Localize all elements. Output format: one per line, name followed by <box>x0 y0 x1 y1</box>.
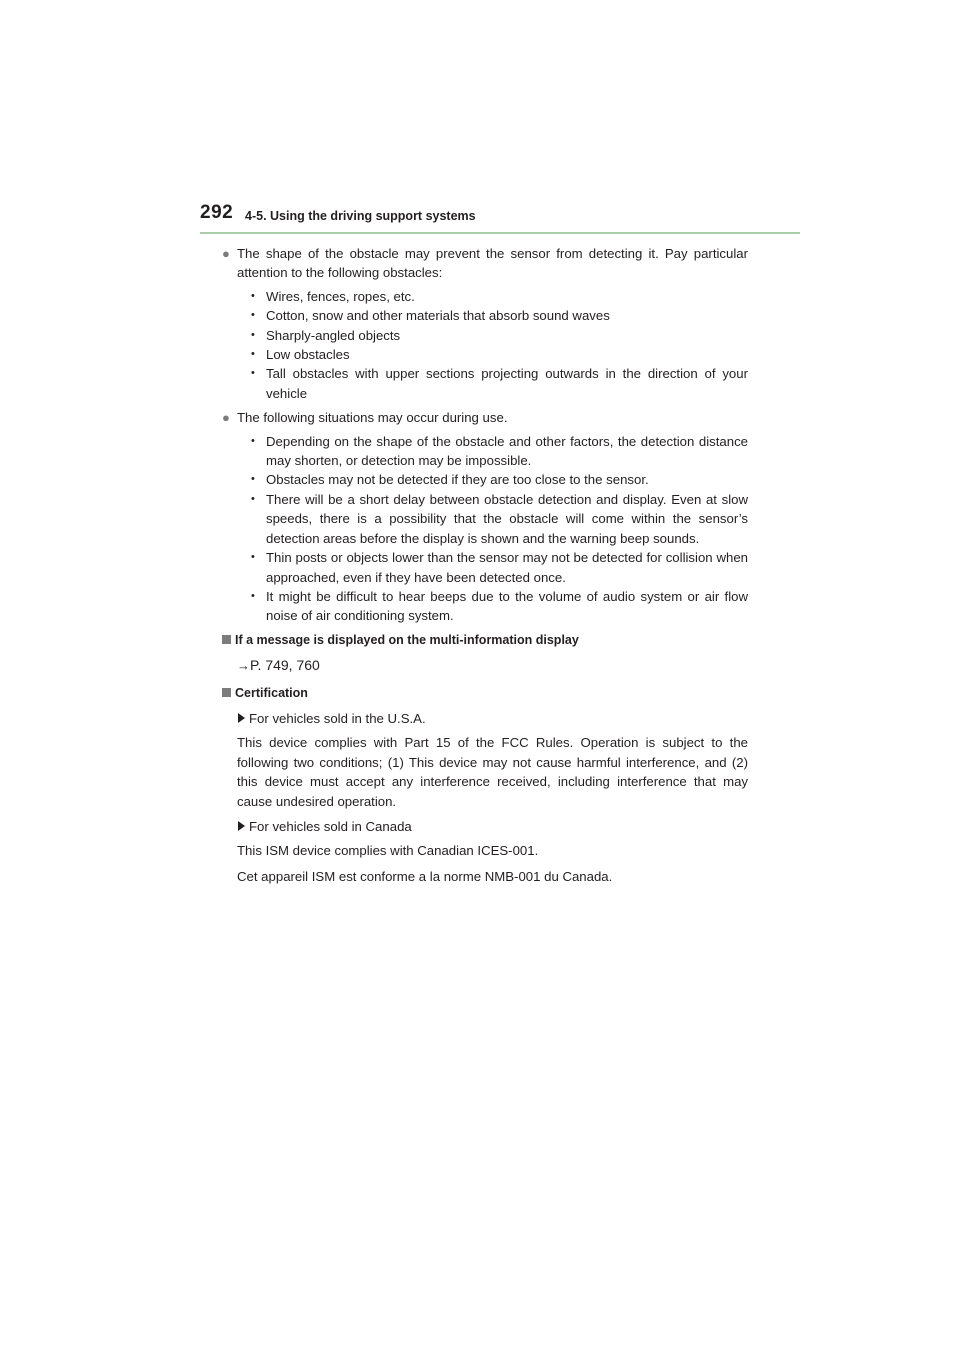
certification-body <box>222 709 748 886</box>
arrow-right-icon: → <box>237 658 250 674</box>
list-item: • Sharply-angled objects <box>251 326 748 345</box>
message-heading <box>222 631 748 650</box>
triangle-right-icon <box>238 821 245 831</box>
square-bullet-icon <box>222 635 231 644</box>
page-reference-text[interactable]: P. 749, 760 <box>250 657 320 674</box>
list-item: • Tall obstacles with upper sections projecting outwards in the direction of your vehicle <box>251 364 748 403</box>
circle-bullet-icon: ● <box>222 246 230 261</box>
page-header <box>200 202 800 234</box>
obstacle-list <box>237 287 748 403</box>
list-item: • Cotton, snow and other materials that absorb sound waves <box>251 306 748 325</box>
usa-paragraph: This device complies with Part 15 of the FCC Rules. Operation is subject to the following two conditions; (1) This device may not cause harmful interference, and (2) this device must accept any interference received, including interference that may cause undesired operation. <box>237 735 748 809</box>
triangle-right-icon <box>238 713 245 723</box>
page-number: 292 <box>200 202 234 223</box>
list-item: • It might be difficult to hear beeps due to the volume of audio system or air flow noise of air conditioning system. <box>251 587 748 626</box>
section-title: 4-5. Using the driving support systems <box>245 209 476 223</box>
certification-heading <box>222 684 748 703</box>
list-item: • Wires, fences, ropes, etc. <box>251 287 748 306</box>
bullet-item-obstacle-shape <box>222 244 748 403</box>
message-heading-text: If a message is displayed on the multi-information display <box>235 632 579 647</box>
bullet-item-situations <box>222 408 748 625</box>
usa-heading-text: For vehicles sold in the U.S.A. <box>249 710 426 726</box>
list-item: • Depending on the shape of the obstacle and other factors, the detection distance may shorten, or detection may be impossible. <box>251 432 748 471</box>
header-divider <box>200 232 800 234</box>
canada-heading-text: For vehicles sold in Canada <box>249 818 412 834</box>
canada-heading <box>237 817 748 836</box>
situation-list <box>237 432 748 626</box>
bullet-text: The following situations may occur during use. <box>237 410 508 426</box>
square-bullet-icon <box>222 688 231 697</box>
page-content <box>222 244 748 892</box>
canada-paragraph-french: Cet appareil ISM est conforme a la norme NMB-001 du Canada. <box>237 868 613 884</box>
certification-heading-text: Certification <box>235 685 308 700</box>
list-item: • There will be a short delay between obstacle detection and display. Even at slow speeds, there is a possibility that the obstacle will come within the sensor’s detection areas before the display is shown and the warning beep sounds. <box>251 490 748 548</box>
list-item: • Low obstacles <box>251 345 748 364</box>
bullet-text: The shape of the obstacle may prevent the sensor from detecting it. Pay particular attention to the following obstacles: <box>237 246 748 281</box>
page-reference[interactable] <box>222 656 748 675</box>
list-item: • Obstacles may not be detected if they are too close to the sensor. <box>251 470 748 489</box>
circle-bullet-icon: ● <box>222 410 230 426</box>
usa-heading <box>237 709 748 728</box>
canada-paragraph-english: This ISM device complies with Canadian ICES-001. <box>237 843 539 859</box>
list-item: • Thin posts or objects lower than the sensor may not be detected for collision when approached, even if they have been detected once. <box>251 548 748 587</box>
